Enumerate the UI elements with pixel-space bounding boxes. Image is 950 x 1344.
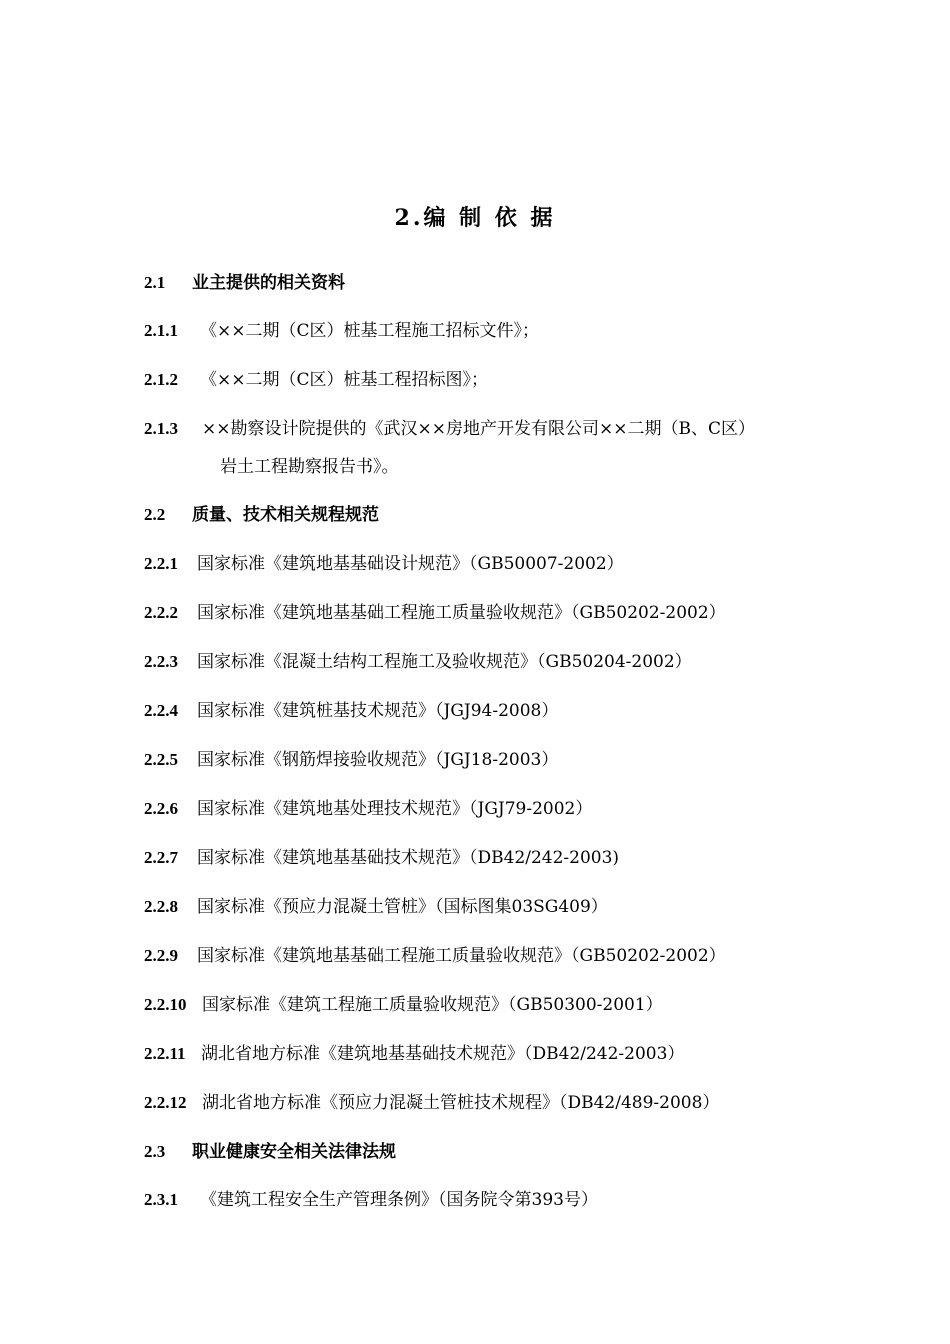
list-item xyxy=(144,1042,684,1066)
list-item xyxy=(144,895,608,919)
section-title: 职业健康安全相关法律法规 xyxy=(192,1142,396,1162)
list-item xyxy=(144,1188,598,1212)
item-text: 国家标准《建筑桩基技术规范》（JGJ94-2008） xyxy=(197,701,559,721)
item-text: 国家标准《建筑地基处理技术规范》（JGJ79-2002） xyxy=(197,799,593,819)
item-number: 2.1.3 xyxy=(144,419,178,438)
item-text: 《××二期（C区）桩基工程招标图》； xyxy=(200,370,488,390)
item-text: 国家标准《混凝土结构工程施工及验收规范》（GB50204-2002） xyxy=(197,652,692,672)
item-number: 2.2.8 xyxy=(144,897,178,916)
list-item xyxy=(144,944,726,968)
item-text: ××勘察设计院提供的《武汉××房地产开发有限公司××二期（B、C区） xyxy=(202,419,755,439)
list-item xyxy=(144,417,755,441)
item-number: 2.2.9 xyxy=(144,946,178,965)
item-text: 国家标准《钢筋焊接验收规范》（JGJ18-2003） xyxy=(197,750,559,770)
item-number: 2.2.3 xyxy=(144,652,178,671)
section-heading-2-3 xyxy=(144,1140,396,1164)
item-number: 2.1.1 xyxy=(144,321,178,340)
list-item xyxy=(144,1091,719,1115)
item-text: 《建筑工程安全生产管理条例》（国务院令第393号） xyxy=(200,1190,598,1210)
page-title: 2.编 制 依 据 xyxy=(394,205,556,231)
item-number: 2.2.2 xyxy=(144,603,178,622)
item-text: 国家标准《建筑地基基础技术规范》（DB42/242-2003) xyxy=(197,848,620,868)
item-number: 2.1.2 xyxy=(144,370,178,389)
section-heading-2-2 xyxy=(144,503,379,527)
item-number: 2.2.4 xyxy=(144,701,178,720)
item-text: 国家标准《建筑地基基础设计规范》（GB50007-2002） xyxy=(197,554,624,574)
section-heading-2-1 xyxy=(144,271,345,295)
item-text: 国家标准《建筑地基基础工程施工质量验收规范》（GB50202-2002） xyxy=(197,603,726,623)
list-item xyxy=(144,797,592,821)
item-text-continuation: 岩土工程勘察报告书》。 xyxy=(220,457,399,477)
list-item xyxy=(144,699,558,723)
item-text: 国家标准《建筑地基基础工程施工质量验收规范》（GB50202-2002） xyxy=(197,946,726,966)
list-item xyxy=(144,368,488,392)
list-item xyxy=(144,552,624,576)
list-item xyxy=(144,993,663,1017)
section-number: 2.2 xyxy=(144,505,166,524)
item-text: 湖北省地方标准《预应力混凝土管桩技术规程》（DB42/489-2008） xyxy=(202,1093,720,1113)
list-item xyxy=(144,748,558,772)
item-text: 《××二期（C区）桩基工程施工招标文件》； xyxy=(200,321,539,341)
section-number: 2.3 xyxy=(144,1142,166,1161)
list-item xyxy=(144,846,619,870)
item-number: 2.2.12 xyxy=(144,1093,187,1112)
section-number: 2.1 xyxy=(144,273,166,292)
list-item xyxy=(144,319,539,343)
list-item xyxy=(144,650,692,674)
item-number: 2.2.6 xyxy=(144,799,178,818)
item-number: 2.2.7 xyxy=(144,848,178,867)
item-number: 2.2.10 xyxy=(144,995,187,1014)
item-number: 2.3.1 xyxy=(144,1190,178,1209)
item-number: 2.2.5 xyxy=(144,750,178,769)
item-text: 国家标准《预应力混凝土管桩》（国标图集03SG409） xyxy=(197,897,608,917)
section-title: 业主提供的相关资料 xyxy=(192,273,345,293)
section-title: 质量、技术相关规程规范 xyxy=(192,505,379,525)
item-number: 2.2.11 xyxy=(144,1044,186,1063)
list-item xyxy=(144,601,726,625)
item-number: 2.2.1 xyxy=(144,554,178,573)
item-text: 国家标准《建筑工程施工质量验收规范》（GB50300-2001） xyxy=(202,995,663,1015)
item-text: 湖北省地方标准《建筑地基基础技术规范》（DB42/242-2003） xyxy=(201,1044,685,1064)
